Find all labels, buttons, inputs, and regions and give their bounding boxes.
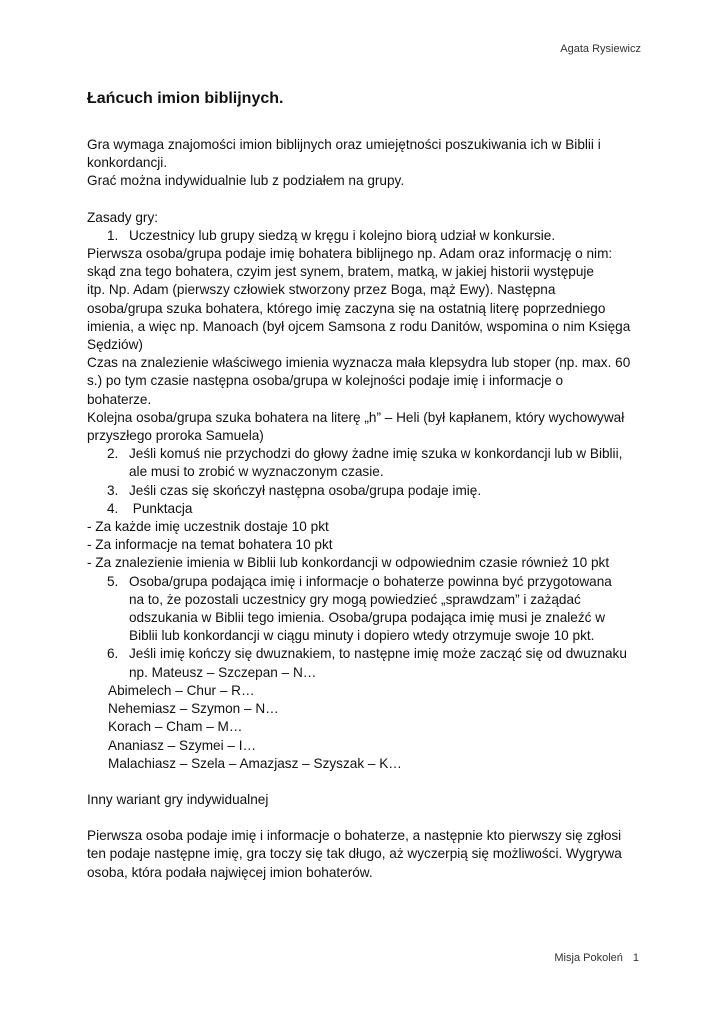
intro-line: konkordancji. — [87, 155, 168, 171]
rule-item-6 — [87, 645, 639, 663]
rule-line: imienia, a więc np. Manoach (był ojcem Samsona z rodu Danitów, wspomina o nim Księga — [87, 318, 631, 334]
page-number: 1 — [632, 952, 639, 964]
example-chain: Malachiasz – Szela – Amazjasz – Szyszak – K… — [108, 755, 402, 771]
rule-number: 4. — [107, 500, 119, 516]
rule-continuation: Biblii lub konkordancji w ciągu minuty i dopiero wtedy otrzymuje swoje 10 pkt. — [129, 628, 595, 644]
document-title: Łańcuch imion biblijnych. — [87, 90, 284, 107]
rule-number: 1. — [107, 227, 119, 243]
example-chain: Korach – Cham – M… — [108, 719, 243, 735]
rule-item-4 — [87, 500, 639, 518]
rule-item-5 — [87, 573, 639, 591]
rule-line: Sędziów) — [87, 337, 143, 353]
footer-text: Misja Pokoleń — [554, 952, 623, 964]
page-header-author: Agata Rysiewicz — [560, 43, 641, 55]
rule-line: przyszłego proroka Samuela) — [87, 428, 264, 444]
rule-number: 2. — [107, 446, 119, 462]
rule-text: Jeśli imię kończy się dwuznakiem, to następne imię może zacząć się od dwuznaku — [129, 646, 627, 662]
rule-text: Jeśli czas się skończył następna osoba/grupa podaje imię. — [129, 482, 482, 498]
variant-line: ten podaje następne imię, gra toczy się tak długo, aż wyczerpią się możliwości. Wygrywa — [87, 846, 622, 862]
intro-line: Grać można indywidualnie lub z podziałem na grupy. — [87, 173, 405, 189]
rule-continuation: np. Mateusz – Szczepan – N… — [129, 664, 317, 680]
document-body — [87, 136, 639, 882]
rule-text: Osoba/grupa podająca imię i informacje o bohaterze powinna być przygotowana — [129, 573, 612, 589]
rule-line: osoba/grupa szuka bohatera, którego imię zaczyna się na ostatnią literę poprzedniego — [87, 300, 606, 316]
rules-heading: Zasady gry: — [87, 209, 159, 225]
example-chain: Abimelech – Chur – R… — [108, 682, 255, 698]
rule-line: Kolejna osoba/grupa szuka bohatera na literę „h” – Heli (był kapłanem, który wychowywał — [87, 409, 625, 425]
rule-line: s.) po tym czasie następna osoba/grupa w kolejności podaje imię i informacje o — [87, 373, 564, 389]
rule-item-2 — [87, 445, 639, 463]
rule-continuation: odszukania w Biblii tego imienia. Osoba/grupa podająca imię musi je znaleźć w — [129, 610, 606, 626]
rule-text: Uczestnicy lub grupy siedzą w kręgu i kolejno biorą udział w konkursie. — [129, 227, 556, 243]
rule-text: Punktacja — [129, 500, 193, 516]
rule-item-1 — [87, 227, 639, 245]
rule-continuation: ale musi to zrobić w wyznaczonym czasie. — [129, 464, 384, 480]
intro-line: Gra wymaga znajomości imion biblijnych oraz umiejętności poszukiwania ich w Biblii i — [87, 137, 601, 152]
rule-number: 6. — [107, 646, 119, 662]
rule-line: bohaterze. — [87, 391, 152, 407]
example-chain: Nehemiasz – Szymon – N… — [108, 701, 279, 717]
points-line: - Za znalezienie imienia w Biblii lub konkordancji w odpowiednim czasie również 10 pkt — [87, 555, 610, 571]
points-line: - Za informacje na temat bohatera 10 pkt — [87, 537, 333, 553]
variant-heading: Inny wariant gry indywidualnej — [87, 791, 269, 807]
rule-number: 5. — [107, 573, 119, 589]
rule-line: Czas na znalezienie właściwego imienia wyznacza mała klepsydra lub stoper (np. max. 60 — [87, 355, 631, 371]
rule-line: itp. Np. Adam (pierwszy człowiek stworzony przez Boga, mąż Ewy). Następna — [87, 282, 556, 298]
example-chain: Ananiasz – Szymei – I… — [108, 737, 257, 753]
rule-item-3 — [87, 482, 639, 500]
page-footer — [554, 952, 639, 964]
rule-line: skąd zna tego bohatera, czyim jest synem, bratem, matką, w jakiej historii występuje — [87, 264, 594, 280]
variant-line: Pierwsza osoba podaje imię i informacje o bohaterze, a następnie kto pierwszy się zgłosi — [87, 828, 622, 844]
rule-line: Pierwsza osoba/grupa podaje imię bohatera biblijnego np. Adam oraz informację o nim: — [87, 246, 613, 262]
rule-continuation: na to, że pozostali uczestnicy gry mogą powiedzieć „sprawdzam” i zażądać — [129, 591, 581, 607]
rule-text: Jeśli komuś nie przychodzi do głowy żadne imię szuka w konkordancji lub w Biblii, — [129, 446, 623, 462]
rule-number: 3. — [107, 482, 119, 498]
points-line: - Za każde imię uczestnik dostaje 10 pkt — [87, 519, 329, 535]
variant-line: osoba, która podała najwięcej imion bohaterów. — [87, 864, 373, 880]
